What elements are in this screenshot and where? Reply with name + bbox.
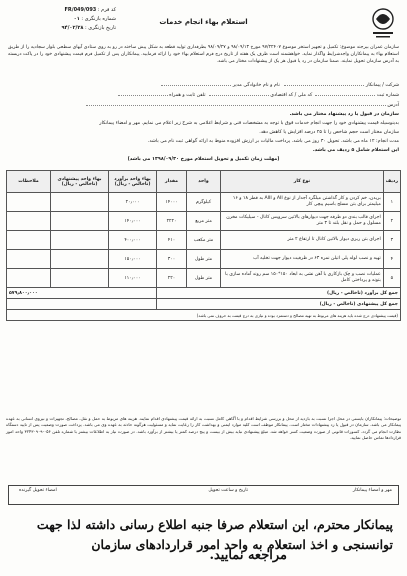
row-description: اجرای بتن ریزی دیوار بالاتین کانال تا ارتفاع ۲ متر [221,231,384,250]
form-code-label: کد فرم : [97,7,116,13]
row-estimate-price: ۱۱۰٫۰۰۰ [109,269,157,288]
registration-field[interactable] [315,95,375,96]
row-no: ۲ [383,212,400,231]
header [6,6,401,40]
col-header-work-type: نوع کار [221,171,384,193]
company-line-2 [8,92,399,99]
row-offer-price-field[interactable] [51,250,109,269]
price-table [6,170,401,321]
row-offer-price-field[interactable] [51,231,109,250]
col-header-unit: واحد [187,171,221,193]
row-description: اجرای قالب بندی دو طرفه جهت دیوارهای بالاتین سرویس کانال - سیلیکات مخزن مسلول و حمل و نقل بلند تا ۳ متر [221,212,384,231]
table-row [7,212,401,231]
row-estimate-price: ۴۰۰٫۰۰۰ [109,231,157,250]
table-row [7,269,401,288]
form-meta [6,6,116,33]
manager-name-field[interactable] [161,85,231,86]
row-description: تهیه و نصب لوله پلی اتیلن نمره ۶۳ در ظرفیت دیوار جهت تخلیه آب [221,250,384,269]
row-unit: متر طول [187,250,221,269]
document-title: استعلام بهاء انجام خدمات [159,18,248,26]
row-quantity: ۲۲۲۰ [157,212,187,231]
row-no: ۳ [383,231,400,250]
estimate-total-value: ۵۷۹٫۸۰۰٫۰۰۰ [7,288,157,299]
row-description: عملیات نصب و چک بازکاری با آهن نشی به ابعاد ۱۵۰*۱۵۰ سم روند آماده سازی با بتونه و پرداختی کامل [221,269,384,288]
manager-name-label: نام و نام خانوادگی مدیر [232,83,280,88]
estimate-total-label: جمع کل برآورد (ناخالص - ریال) [157,288,401,299]
row-unit: کیلوگرم [187,193,221,212]
row-offer-price-field[interactable] [51,193,109,212]
revision-date-label: تاریخ بازنگری : [85,25,116,31]
delivery-time-label: تاریخ و ساعت تحویل [208,488,248,493]
offer-total-field[interactable] [7,299,157,310]
row-remarks-field[interactable] [7,193,51,212]
table-header-row [7,171,401,193]
row-quantity: ۲۲۰ [157,269,187,288]
row-remarks-field[interactable] [7,269,51,288]
form-code: FR/049/093 [64,7,97,13]
row-offer-price-field[interactable] [51,212,109,231]
terms-notes: توضیحات: پیمانکاران بایستی در محل اجرا نسبت به بازدید از محل و بررسی شرایط اقدام و با آگاهی کامل نسبت به ارائه قیمت پیشنهادی اقدام نمایند. هزینه های مربوط به حمل و نقل، مصالح، تجهیزات و نیروی انسانی به عهده پیمانکار می باشد. سازمان در قبول یا رد پیشنهادات مختار است. پیمانکار موظف است کلیه موارد ایمنی و بهداشت کار را رعایت نماید و مسئولیت هرگونه حادثه به عهده وی می باشد. پرداخت صورت وضعیت پس از تایید دستگاه نظارت انجام می گردد. کسورات قانونی از صورت وضعیت کسر خواهد شد. مبلغ پیشنهادی نباید بیش از بیست و پنج درصد کمتر یا بیشتر از برآورد باشد. در صورت نیاز به اطلاعات بیشتر با شماره تلفن ۰۵۶-۳۲۴۳۰۹۰۹ واحد امور قراردادها تماس حاصل نمایید. [6,416,401,441]
handwritten-note-end: مراجعه نمایید. [209,548,287,563]
revision-no-label: شماره بازنگری : [81,16,116,22]
table-row [7,193,401,212]
col-header-offer-price: بهاء واحد پیشنهادی (ناخالص - ریال) [51,171,109,193]
row-estimate-price: ۲۰٫۰۰۰ [109,193,157,212]
company-field[interactable] [284,85,364,86]
offer-total-label: جمع کل پیشنهادی (ناخالص - ریال) [157,299,401,310]
receiver-signature-label: امضاء تحویل گیرنده [19,488,57,493]
table-note-row [7,310,401,321]
row-estimate-price: ۱۵۰٫۰۰۰ [109,250,157,269]
offer-statement: بدینوسیله قیمت پیشنهادی خود را جهت انجام خدمات فوق با توجه به مشخصات فنی و شرایط اعلامی به شرح زیر اعلام می نمایم. مهر و امضاء پیمانکار [99,121,399,126]
col-header-estimate-price: بهاء واحد برآورد (ناخالص - ریال) [109,171,157,193]
deadline-note: (مهلت زمان تکمیل و تحویل استعلام مورخ ۱۳۹۸/۰۹/۳۰ می باشد) [127,157,280,162]
acceptance-note: سازمان در قبول یا رد پیشنهاد مختار می باشد. [289,112,399,117]
table-row [7,231,401,250]
phone-label: تلفن ثابت و همراه [169,93,206,98]
row-unit: متر مکعب [187,231,221,250]
row-description: بریدن، خم کردن و کار گذاشتن میلگرد آجدار از نوع AII و AIII به قطر ۱۸ و ۱۶ میلیمتر برای بتن مسلح باسیم پیچی کار [221,193,384,212]
estimate-total-row [7,288,401,299]
national-code-field[interactable] [209,95,269,96]
col-header-quantity: مقدار [157,171,187,193]
row-quantity: ۳۰۰ [157,250,187,269]
row-remarks-field[interactable] [7,250,51,269]
offer-total-row [7,299,401,310]
row-remarks-field[interactable] [7,231,51,250]
row-remarks-field[interactable] [7,212,51,231]
table-note: (قیمت پیشنهادی درج شده باید هزینه های مربوط به تهیه مصالح و دستمزد بوده و نیازی به درج قیمت به حروف نمی باشد) [7,310,401,321]
table-row [7,250,401,269]
price-table-wrapper [6,170,401,321]
row-unit: متر طول [187,269,221,288]
rows-count-note: این استعلام شامل ۵ ردیف می باشد. [312,148,399,153]
quantity-note: سازمان مختار است حجم شاخص را تا ۲۵ درصد افزایش یا کاهش دهد. [259,130,399,135]
phone-field[interactable] [118,95,168,96]
row-no: ۵ [383,269,400,288]
revision-no: ۰۱ [73,16,80,22]
col-header-row-no: ردیف [383,171,400,193]
intro-paragraph: سازمان عمران بیرجند موضوع: تکمیل و تجهیز استخر موضوع ۹۷/۲۲۴۰۷ مورخ ۹۸/۰۹/۱۳ و ۹۸/۰۹/۲۷ بطرفداری تولید قطعه به شکل پیش ساخته در رو به روی ستادی آبهای سطحی بلوار سجادیه را از طریق استعلام بهاء به پیمانکاران واجدشرایط واگذار نماید. خواهشمند است ظرف یک هفته از تاریخ درج فرم استعلام بهاء خود را ارائه فرمایید. پیمانکاران پس از تکمیل فرم قیمت پیشنهادی خود را در پاکت دربسته به آدرس سازمان تحویل نمایند. ضمنا سازمان در رد یا قبول هر یک از پیشنهادات مختار می باشد. [8,45,400,65]
company-label: شرکت / پیمانکار [365,83,399,88]
contractor-signature-label: مهر و امضاء پیمانکار [352,488,392,493]
col-header-remarks: ملاحظات [7,171,51,193]
national-code-label: کد ملی / کد اقتصادی [270,93,313,98]
address-line [8,102,399,109]
row-no: ۴ [383,250,400,269]
address-field[interactable] [86,105,386,106]
revision-date: ۹۴/۰۲/۲۸ [61,25,84,31]
duration-note: مدت انجام: ۱۲ ماه می باشد. تحویل ۳۰ روز می باشد. پرداخت مالیات بر ارزش افزوده منوط به ارائه گواهی ثبت نام می باشد. [147,139,399,144]
registration-label: شماره ثبت [376,93,399,98]
address-label: آدرس [387,103,399,108]
handwritten-note: پیمانکار محترم، این استعلام صرفا جنبه اطلاع رسانی داشته لذا جهت توانسنجی و اخذ استعلام به واحد امور قراردادهای سازمان [36,517,393,552]
row-estimate-price: ۱۴۰٫۰۰۰ [109,212,157,231]
row-quantity: ۱۴۰۰۰ [157,193,187,212]
signature-box [8,485,399,505]
row-offer-price-field[interactable] [51,269,109,288]
row-quantity: ۴۱۰ [157,231,187,250]
row-unit: متر مربع [187,212,221,231]
row-no: ۱ [383,193,400,212]
company-line-1 [8,82,399,89]
